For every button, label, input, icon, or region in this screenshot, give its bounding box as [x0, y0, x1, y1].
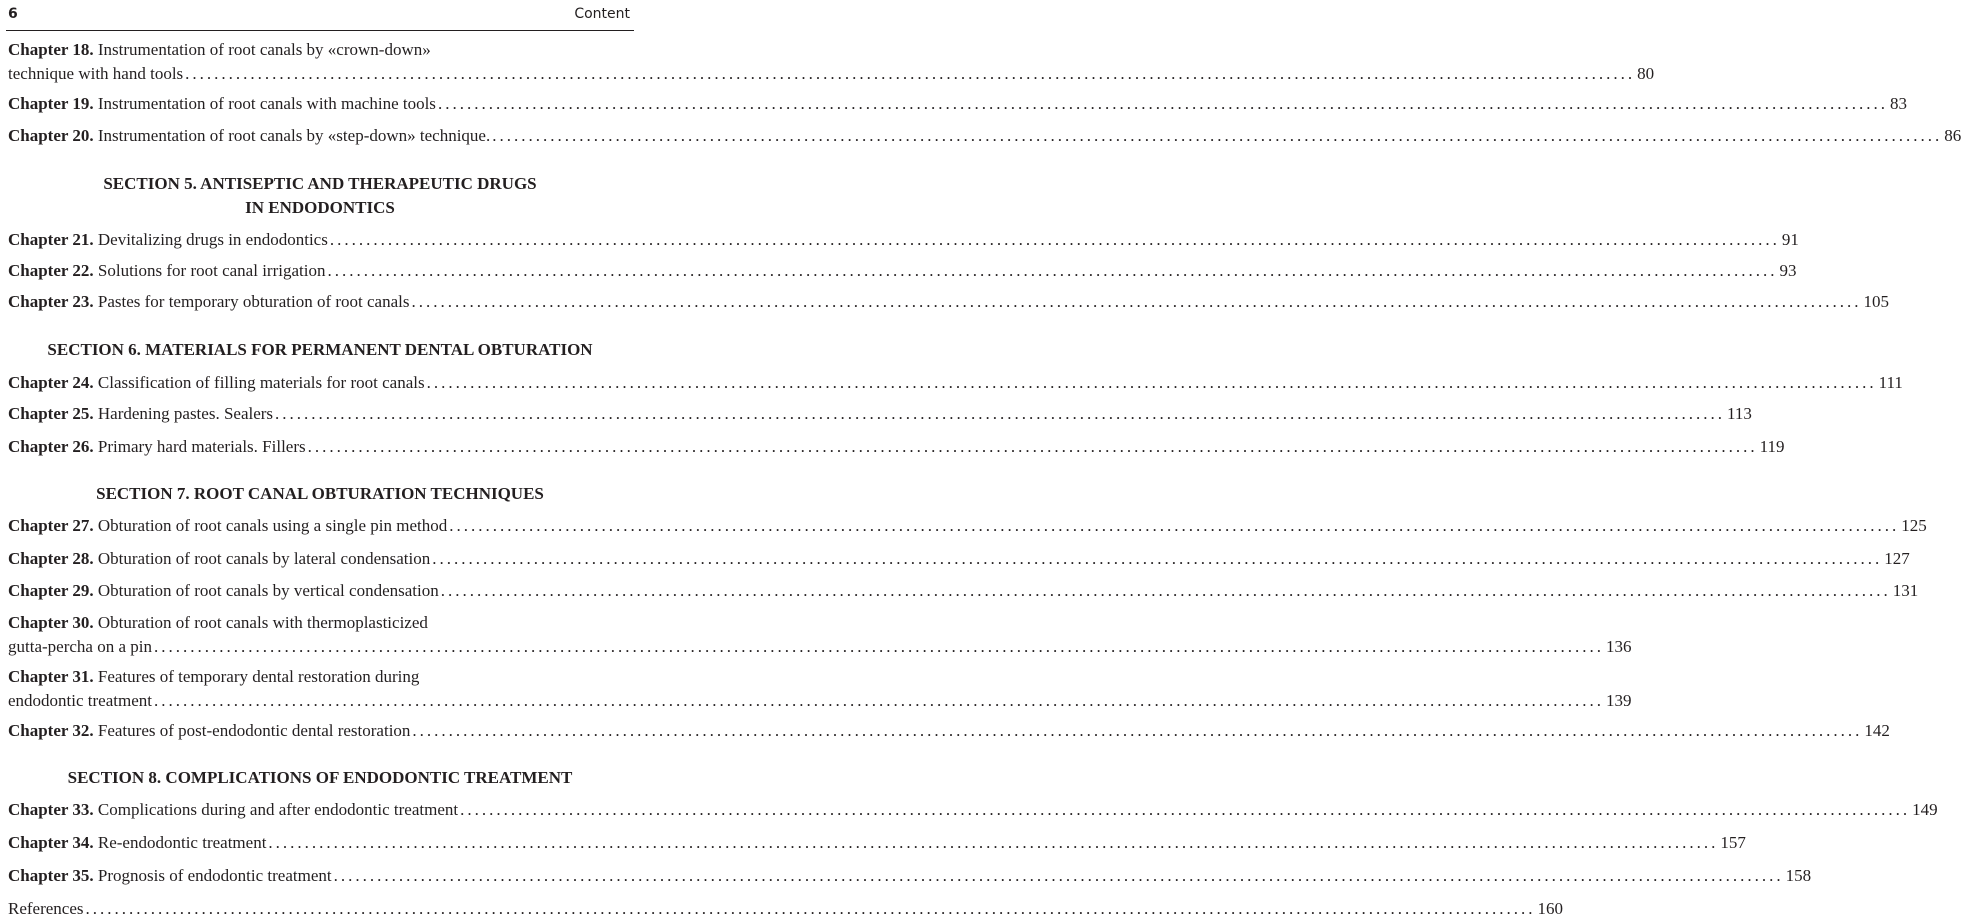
dot-leader: ........................................................................................................................................................................................................ [437, 94, 1888, 113]
chapter-number: Chapter 20. [8, 126, 94, 145]
chapter-title: Classification of filling materials for root canals [97, 373, 425, 392]
page-ref: 111 [1878, 373, 1903, 392]
dot-leader: ........................................................................................................................................................................................................ [411, 292, 1862, 311]
page-ref: 93 [1779, 261, 1797, 280]
page-ref: 149 [1912, 800, 1938, 819]
toc-entry-chapter-28[interactable] [8, 547, 1910, 571]
chapter-number: Chapter 24. [8, 373, 94, 392]
chapter-number: Chapter 23. [8, 292, 94, 311]
toc-entry-chapter-35[interactable] [8, 864, 1812, 888]
chapter-number: Chapter 22. [8, 261, 94, 280]
chapter-number: Chapter 27. [8, 516, 94, 535]
toc-entry-chapter-24[interactable] [8, 371, 1903, 395]
dot-leader: ........................................................................................................................................................................................................ [440, 581, 1891, 600]
chapter-title: Obturation of root canals by lateral condensation [97, 549, 431, 568]
running-header [8, 4, 630, 28]
section-8-heading: SECTION 8. COMPLICATIONS OF ENDODONTIC TREATMENT [67, 768, 573, 787]
dot-leader: ........................................................................................................................................................................................................ [185, 64, 1636, 83]
dot-leader: ........................................................................................................................................................................................................ [333, 866, 1784, 885]
chapter-title: Obturation of root canals by vertical condensation [97, 581, 439, 600]
dot-leader: ........................................................................................................................................................................................................ [275, 404, 1726, 423]
toc-entry-chapter-25[interactable] [8, 402, 1752, 426]
page-ref: 113 [1727, 404, 1752, 423]
dot-leader: ........................................................................................................................................................................................................ [449, 516, 1900, 535]
chapter-title: Obturation of root canals using a single pin method [97, 516, 448, 535]
dot-leader: ........................................................................................................................................................................................................ [268, 833, 1719, 852]
toc-entry-chapter-30[interactable] [8, 611, 1632, 659]
chapter-title: Instrumentation of root canals with machine tools [97, 94, 436, 113]
chapter-title: Obturation of root canals with thermoplasticized [97, 613, 428, 632]
dot-leader: ........................................................................................................................................................................................................ [426, 373, 1877, 392]
chapter-number: Chapter 25. [8, 404, 94, 423]
chapter-title: Hardening pastes. Sealers [97, 404, 274, 423]
dot-leader: ........................................................................................................................................................................................................ [153, 691, 1604, 710]
toc-entry-chapter-22[interactable] [8, 259, 1797, 283]
toc-entry-chapter-19[interactable] [8, 92, 1907, 116]
page-number: 6 [8, 6, 18, 22]
chapter-number: Chapter 31. [8, 667, 94, 686]
page-ref: 157 [1720, 833, 1746, 852]
toc-entry-chapter-34[interactable] [8, 831, 1746, 855]
page-ref: 142 [1864, 721, 1890, 740]
chapter-title: Re-endodontic treatment [97, 833, 267, 852]
toc-entry-chapter-21[interactable] [8, 228, 1799, 252]
section-7-heading: SECTION 7. ROOT CANAL OBTURATION TECHNIQUES [96, 484, 544, 503]
chapter-title-cont: gutta-percha on a pin [8, 637, 152, 656]
chapter-title: Features of temporary dental restoration during [97, 667, 420, 686]
toc-entry-references[interactable] [8, 897, 1564, 921]
page-ref: 158 [1785, 866, 1812, 885]
dot-leader: ........................................................................................................................................................................................................ [432, 549, 1883, 568]
toc-entry-chapter-23[interactable] [8, 290, 1889, 314]
section-6-heading: SECTION 6. MATERIALS FOR PERMANENT DENTAL OBTURATION [47, 340, 593, 359]
toc-entry-chapter-29[interactable] [8, 579, 1919, 603]
running-title: Content [574, 6, 630, 22]
dot-leader: ........................................................................................................................................................................................................ [327, 261, 1778, 280]
chapter-title-cont: technique with hand tools [8, 64, 184, 83]
page-ref: 139 [1605, 691, 1632, 710]
chapter-number: Chapter 35. [8, 866, 94, 885]
chapter-number: Chapter 32. [8, 721, 94, 740]
chapter-number: Chapter 26. [8, 437, 94, 456]
chapter-title: Prognosis of endodontic treatment [97, 866, 332, 885]
chapter-title: Pastes for temporary obturation of root canals [97, 292, 410, 311]
chapter-number: Chapter 18. [8, 40, 94, 59]
toc-entry-chapter-32[interactable] [8, 719, 1890, 743]
page-ref: 83 [1889, 94, 1907, 113]
page-ref: 80 [1637, 64, 1655, 83]
chapter-number: Chapter 21. [8, 230, 94, 249]
chapter-title: Complications during and after endodontic treatment [97, 800, 459, 819]
toc-entry-chapter-27[interactable] [8, 514, 1927, 538]
page-ref: 125 [1901, 516, 1927, 535]
page-ref: 131 [1892, 581, 1919, 600]
chapter-title: Instrumentation of root canals by «step-down» technique. [97, 126, 491, 145]
page-ref: 136 [1605, 637, 1632, 656]
dot-leader: ........................................................................................................................................................................................................ [153, 637, 1604, 656]
toc-entry-chapter-33[interactable] [8, 798, 1938, 822]
page-ref: 160 [1537, 899, 1564, 918]
section-5-heading [0, 172, 640, 220]
chapter-title-cont: endodontic treatment [8, 691, 152, 710]
dot-leader: ........................................................................................................................................................................................................ [307, 437, 1758, 456]
header-rule [6, 30, 634, 31]
page-ref: 105 [1863, 292, 1889, 311]
chapter-number: Chapter 19. [8, 94, 94, 113]
dot-leader: ........................................................................................................................................................................................................ [460, 800, 1911, 819]
toc-entry-chapter-18[interactable] [8, 38, 1655, 86]
section-heading-line: IN ENDODONTICS [245, 198, 395, 217]
dot-leader: ........................................................................................................................................................................................................ [492, 126, 1943, 145]
dot-leader: ........................................................................................................................................................................................................ [85, 899, 1536, 918]
page-ref: 119 [1759, 437, 1785, 456]
page-ref: 86 [1944, 126, 1961, 145]
chapter-number: Chapter 28. [8, 549, 94, 568]
chapter-number: Chapter 30. [8, 613, 94, 632]
chapter-title: Solutions for root canal irrigation [97, 261, 326, 280]
chapter-number: Chapter 33. [8, 800, 94, 819]
chapter-title: Devitalizing drugs in endodontics [97, 230, 328, 249]
dot-leader: ........................................................................................................................................................................................................ [412, 721, 1863, 740]
references-title: References [8, 899, 84, 918]
section-heading-line: SECTION 5. ANTISEPTIC AND THERAPEUTIC DRUGS [103, 174, 537, 193]
chapter-number: Chapter 34. [8, 833, 94, 852]
chapter-title: Primary hard materials. Fillers [97, 437, 306, 456]
page-ref: 127 [1884, 549, 1910, 568]
toc-entry-chapter-20[interactable] [8, 124, 1961, 148]
dot-leader: ........................................................................................................................................................................................................ [329, 230, 1780, 249]
page-ref: 91 [1781, 230, 1799, 249]
chapter-title: Features of post-endodontic dental restoration [97, 721, 411, 740]
toc-entry-chapter-26[interactable] [8, 435, 1785, 459]
chapter-title: Instrumentation of root canals by «crown-down» [97, 40, 431, 59]
toc-entry-chapter-31[interactable] [8, 665, 1632, 713]
chapter-number: Chapter 29. [8, 581, 94, 600]
